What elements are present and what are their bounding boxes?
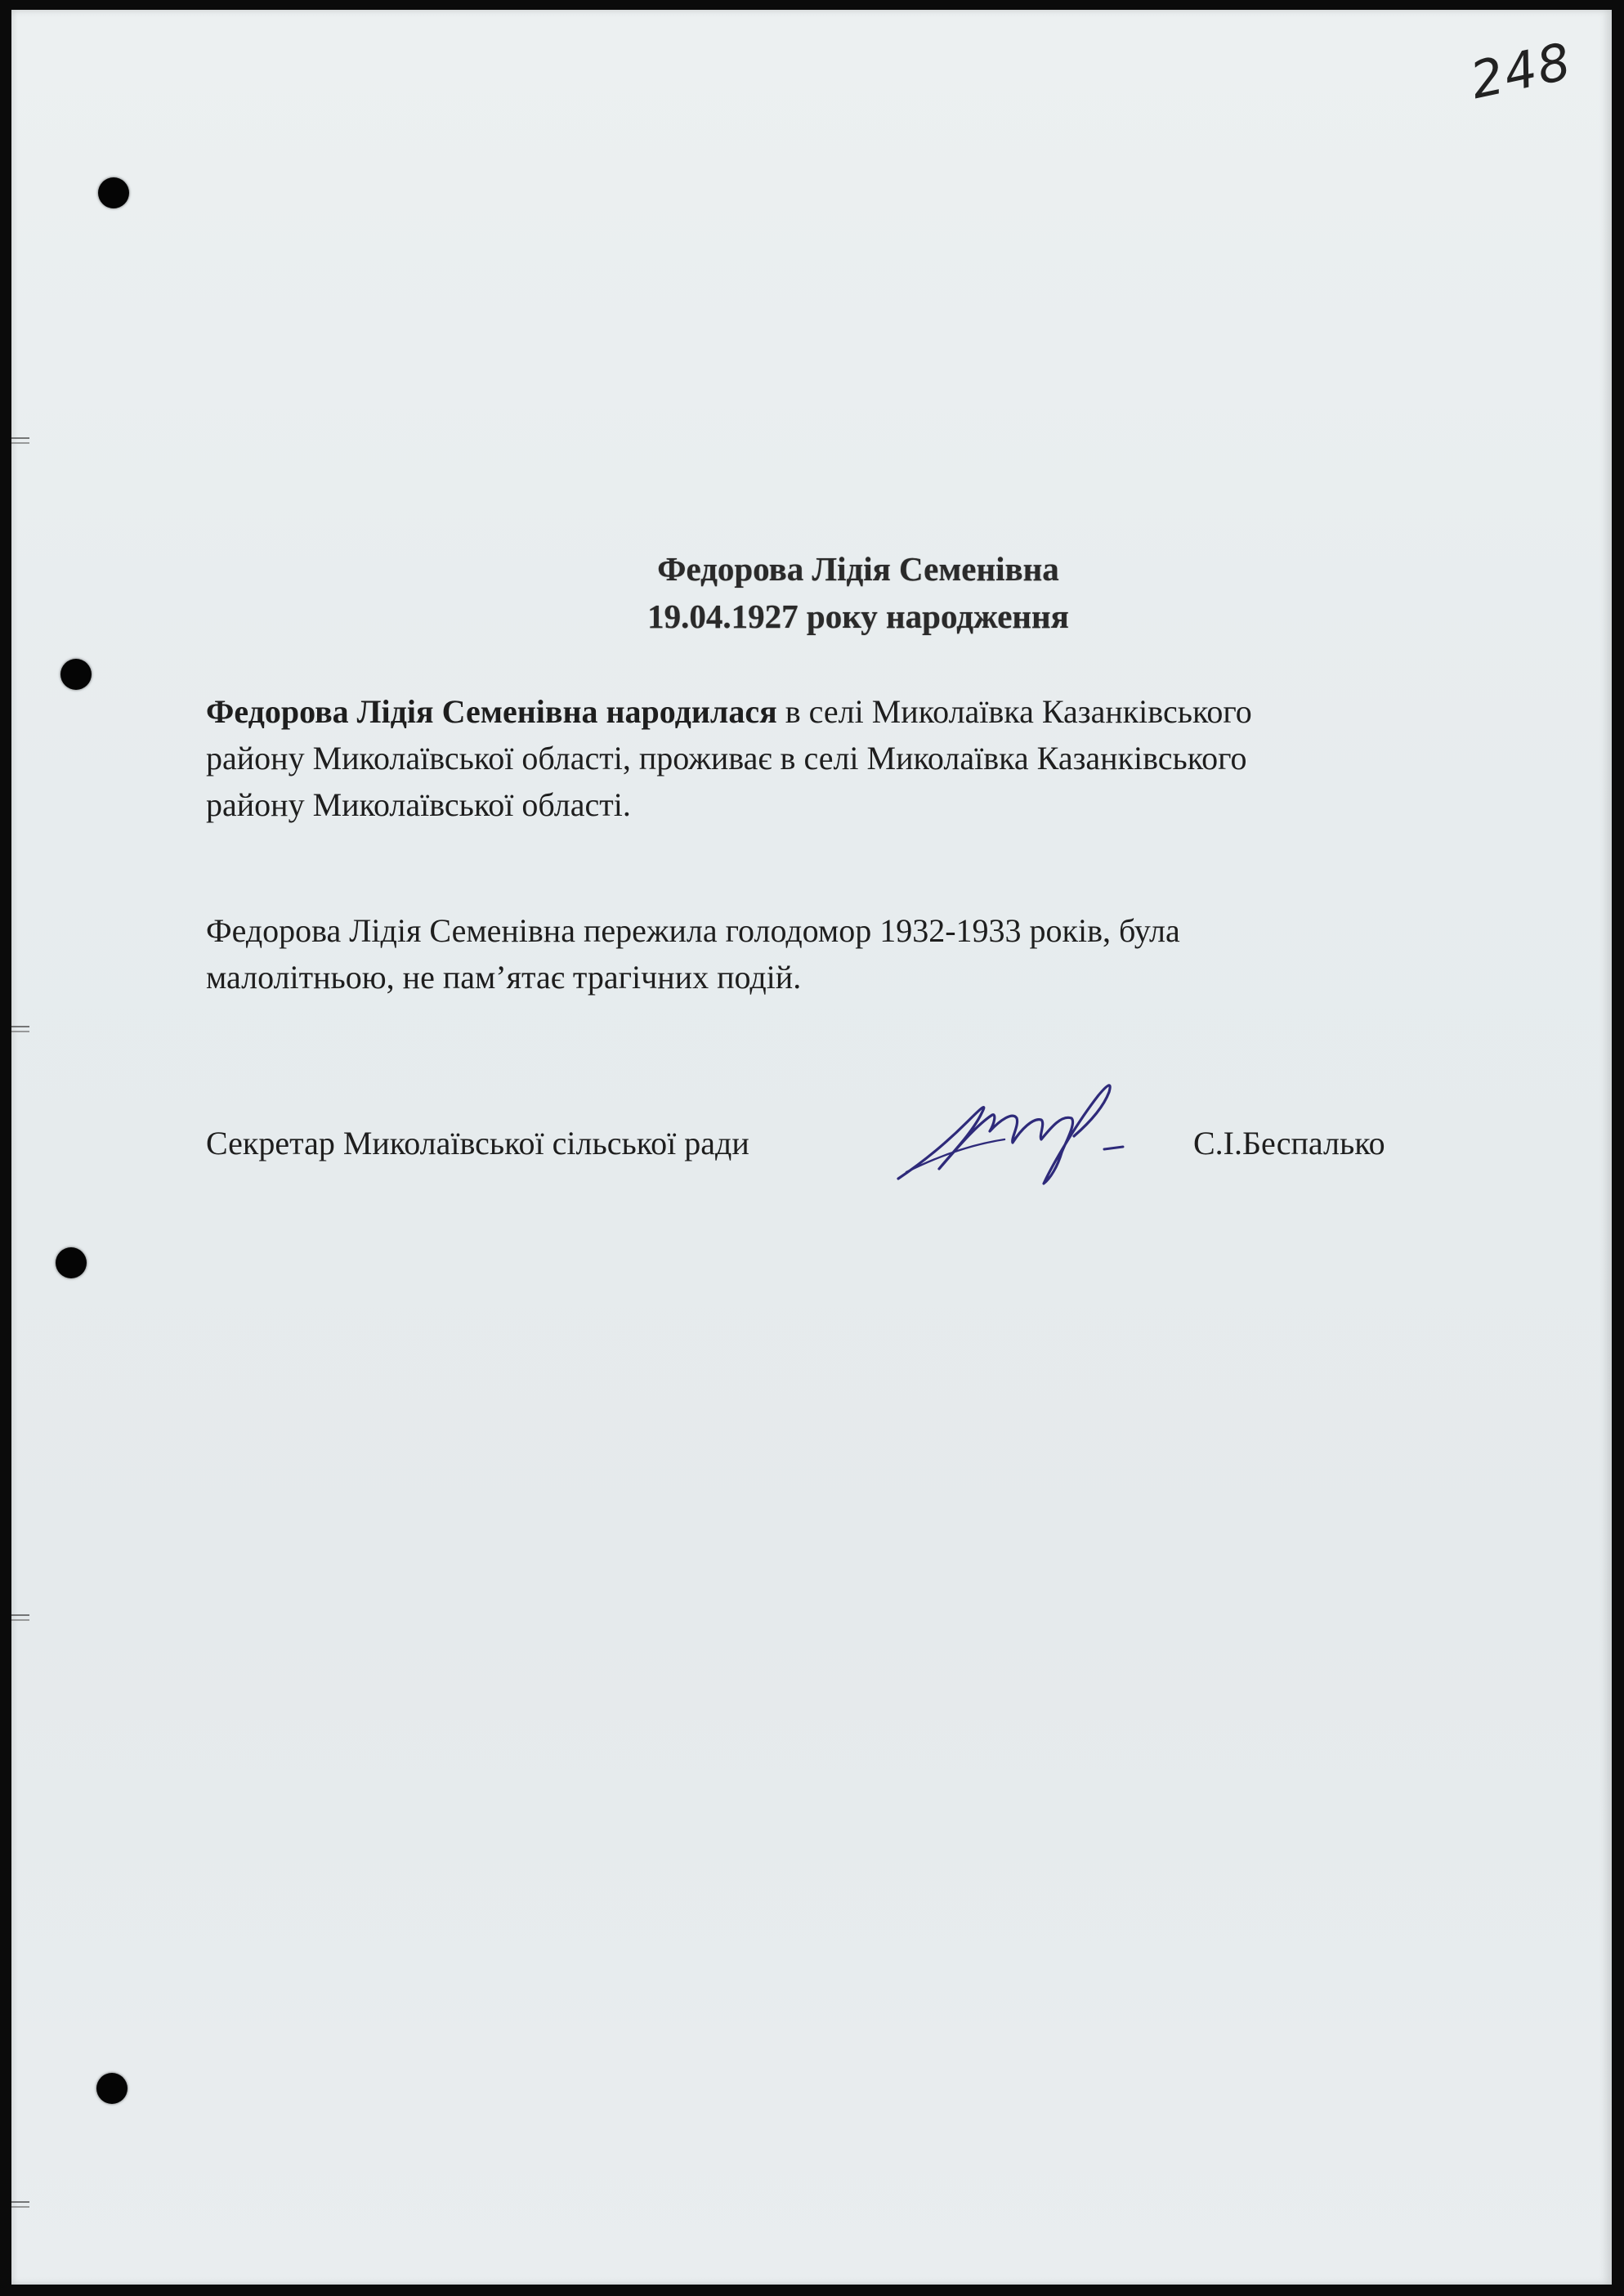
paragraph-line: [206, 688, 1465, 735]
document-page: [11, 10, 1612, 2285]
paragraph-line: району Миколаївської області, проживає в селі Миколаївка Казанківського: [206, 740, 1247, 777]
archive-page-number: 248: [1465, 30, 1577, 111]
birth-place-text: в селі Миколаївка Казанківського: [776, 693, 1252, 730]
paragraph-line: Федорова Лідія Семенівна пережила голодомор 1932-1933 років, була: [206, 912, 1180, 949]
person-name-heading: Федорова Лідія Семенівна: [657, 550, 1059, 588]
paragraph-line: району Миколаївської області.: [206, 786, 631, 823]
birth-residence-paragraph: [206, 688, 1465, 828]
punch-hole: [60, 659, 92, 690]
punch-hole: [56, 1247, 87, 1278]
paragraph-line: малолітньою, не пам’ятає трагічних подій.: [206, 959, 802, 996]
punch-hole: [98, 177, 129, 208]
holodomor-paragraph: [206, 907, 1465, 1000]
signatory-name: С.І.Беспалько: [1193, 1125, 1385, 1161]
binding-mark: [11, 1614, 29, 1621]
punch-hole: [96, 2073, 128, 2104]
binding-mark: [11, 437, 29, 444]
signatory-position: Секретар Миколаївської сільської ради: [206, 1125, 749, 1161]
person-name-bold: Федорова Лідія Семенівна народилася: [206, 693, 777, 730]
birth-date-heading: 19.04.1927 року народження: [647, 597, 1069, 635]
binding-mark: [11, 2201, 29, 2208]
handwritten-signature: [890, 1064, 1168, 1195]
binding-mark: [11, 1026, 29, 1032]
